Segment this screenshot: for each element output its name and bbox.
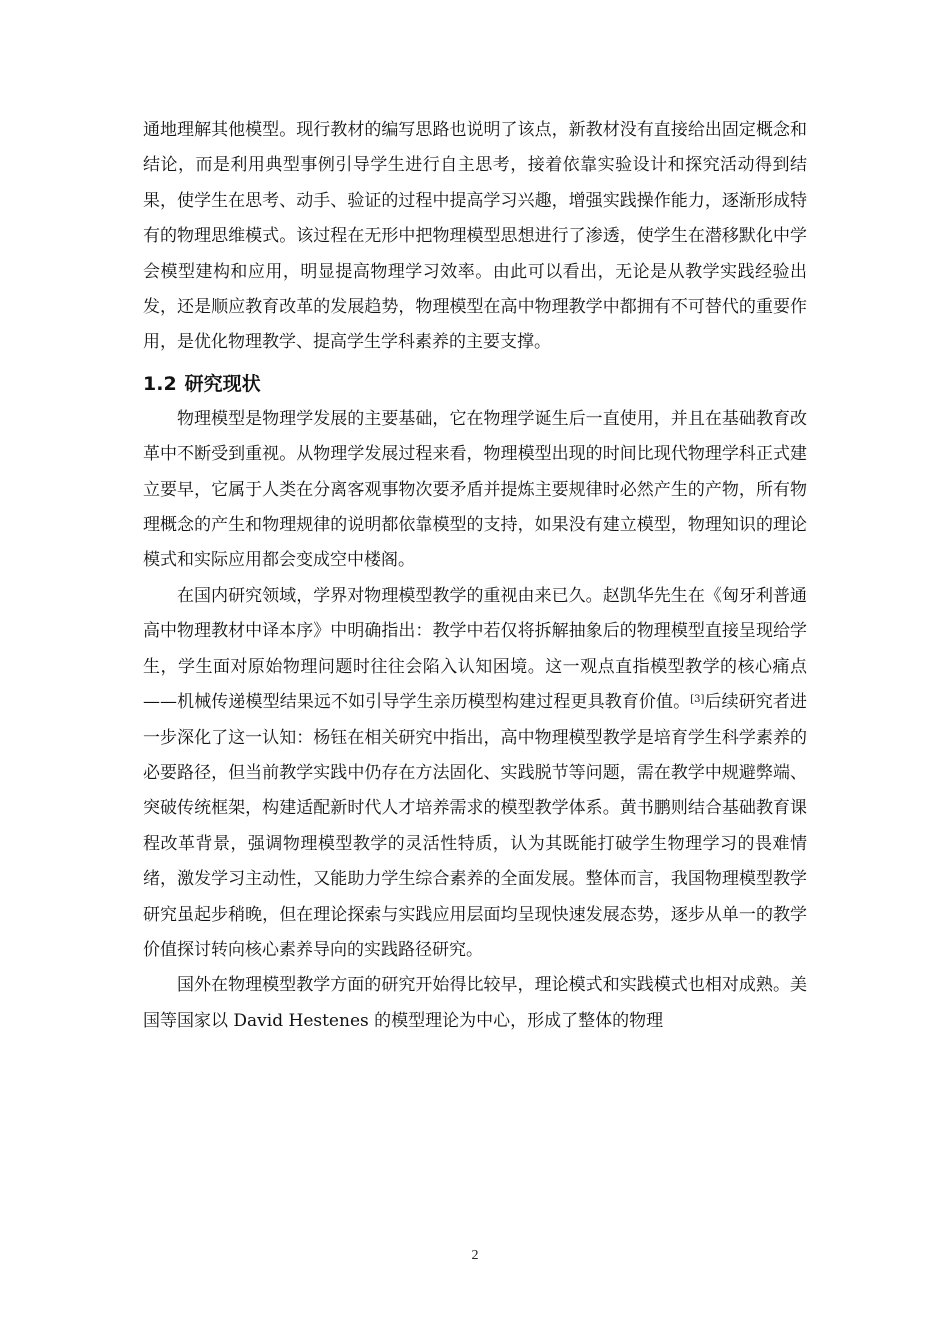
paragraph-continued: 通地理解其他模型。现行教材的编写思路也说明了该点，新教材没有直接给出固定概念和结论，而是利用典型事例引导学生进行自主思考，接着依靠实验设计和探究活动得到结果，使学生在思考、动手、验证的过程中提高学习兴趣，增强实践操作能力，逐渐形成特有的物理思维模式。该过程在无形中把物理模型思想进行了渗透，使学生在潜移默化中学会模型建构和应用，明显提高物理学习效率。由此可以看出，无论是从教学实践经验出发，还是顺应教育改革的发展趋势，物理模型在高中物理教学中都拥有不可替代的重要作用，是优化物理教学、提高学生学科素养的主要支撑。 xyxy=(143,120,807,353)
paragraph-model-basis: 物理模型是物理学发展的主要基础，它在物理学诞生后一直使用，并且在基础教育改革中不断受到重视。从物理学发展过程来看，物理模型出现的时间比现代物理学科正式建立要早，它属于人类在分离客观事物次要矛盾并提炼主要规律时必然产生的产物，所有物理概念的产生和物理规律的说明都依靠模型的支持，如果没有建立模型，物理知识的理论模式和实际应用都会变成空中楼阁。 xyxy=(143,408,807,571)
paragraph-foreign-research: 国外在物理模型教学方面的研究开始得比较早，理论模式和实践模式也相对成熟。美国等国家以 David Hestenes 的模型理论为中心，形成了整体的物理 xyxy=(143,975,807,1031)
body-text xyxy=(143,113,807,1039)
page-number: 2 xyxy=(471,1248,479,1263)
citation-marker: [3] xyxy=(690,694,705,706)
paragraph-domestic-research-part2: 后续研究者进一步深化了这一认知：杨钰在相关研究中指出，高中物理模型教学是培育学生科学素养的必要路径，但当前教学实践中仍存在方法固化、实践脱节等问题，需在教学中规避弊端、突破传统框架，构建适配新时代人才培养需求的模型教学体系。黄书鹏则结合基础教育课程改革背景，强调物理模型教学的灵活性特质，认为其既能打破学生物理学习的畏难情绪，激发学习主动性，又能助力学生综合素养的全面发展。整体而言，我国物理模型教学研究虽起步稍晚，但在理论探索与实践应用层面均呈现快速发展态势，逐步从单一的教学价值探讨转向核心素养导向的实践路径研究。 xyxy=(143,692,808,960)
section-title: 研究现状 xyxy=(184,372,261,395)
section-heading xyxy=(143,361,807,402)
paragraph-domestic-research-part1: 在国内研究领域，学界对物理模型教学的重视由来已久。赵凯华先生在《匈牙利普通高中物理教材中译本序》中明确指出：教学中若仅将拆解抽象后的物理模型直接呈现给学生，学生面对原始物理问题时往往会陷入认知困境。这一观点直指模型教学的核心痛点——机械传递模型结果远不如引导学生亲历模型构建过程更具教育价值。 xyxy=(143,585,807,713)
paragraph-domestic-research xyxy=(143,579,807,968)
section-number: 1.2 xyxy=(143,372,177,395)
